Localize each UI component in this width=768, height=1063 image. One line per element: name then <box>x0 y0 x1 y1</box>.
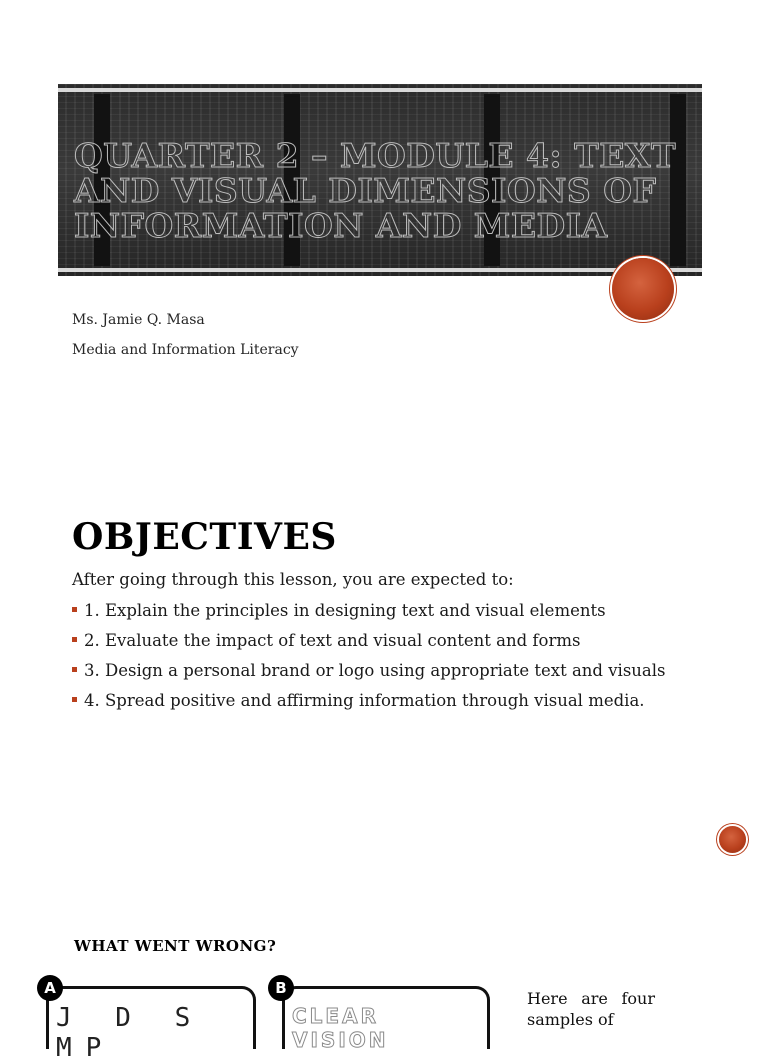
list-item <box>72 660 692 681</box>
decorative-orb <box>612 258 674 320</box>
list-item <box>72 630 692 651</box>
what-went-wrong-heading: WHAT WENT WRONG? <box>74 937 277 955</box>
sample-b-badge: B <box>268 975 294 1001</box>
bullet-icon <box>72 637 77 642</box>
list-item <box>72 600 692 621</box>
sample-a-badge: A <box>37 975 63 1001</box>
banner-top-edge <box>58 88 702 92</box>
objectives-heading: OBJECTIVES <box>72 516 337 558</box>
presenter-name: Ms. Jamie Q. Masa <box>72 312 205 328</box>
slide-title: QUARTER 2 – MODULE 4: TEXT AND VISUAL DIMENSIONS OF INFORMATION AND MEDIA <box>74 136 677 245</box>
objective-text: 3. Design a personal brand or logo using appropriate text and visuals <box>84 661 666 680</box>
objective-text: 2. Evaluate the impact of text and visual content and forms <box>84 631 581 650</box>
sample-a-logo-text: J D S MP <box>56 1003 205 1063</box>
banner-bottom-edge <box>58 268 702 272</box>
list-item <box>72 690 692 711</box>
objectives-intro: After going through this lesson, you are expected to: <box>72 570 514 589</box>
objective-text: 4. Spread positive and affirming information through visual media. <box>84 691 645 710</box>
bullet-icon <box>72 697 77 702</box>
decorative-orb <box>719 826 746 853</box>
sample-b-logo-text: CLEAR VISION <box>292 1004 389 1052</box>
bullet-icon <box>72 667 77 672</box>
objective-text: 1. Explain the principles in designing text and visual elements <box>84 601 606 620</box>
title-banner <box>58 84 702 276</box>
course-name: Media and Information Literacy <box>72 342 299 358</box>
samples-description: Here are four samples of <box>527 989 655 1029</box>
objectives-list <box>72 600 692 720</box>
bullet-icon <box>72 607 77 612</box>
